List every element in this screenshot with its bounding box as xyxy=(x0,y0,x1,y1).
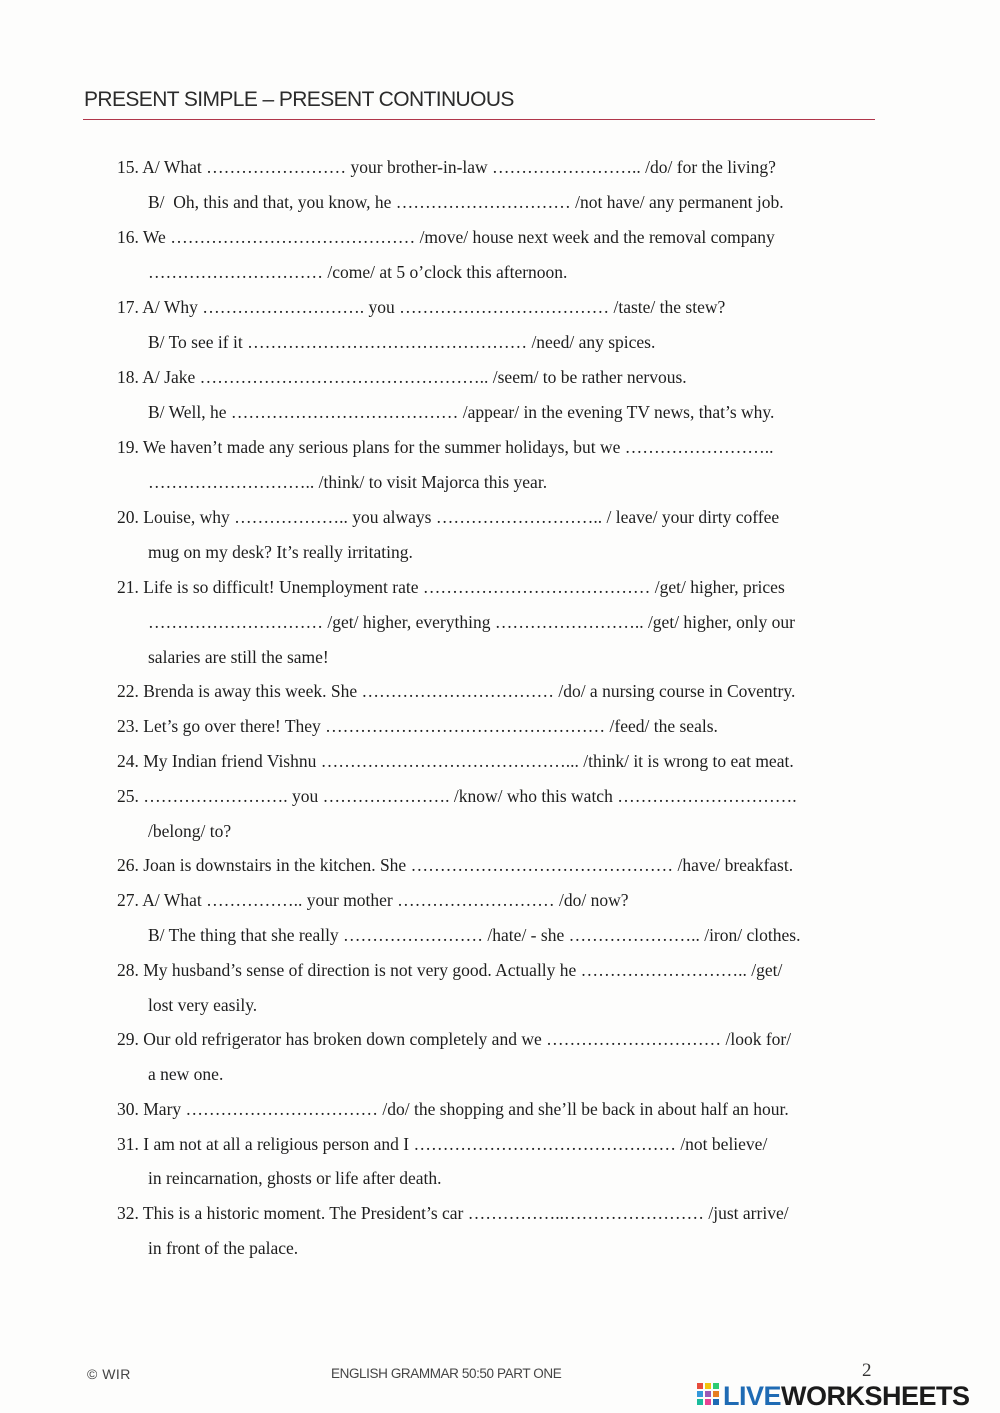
book-title: ENGLISH GRAMMAR 50:50 PART ONE xyxy=(331,1366,562,1381)
exercise-line: 32. This is a historic moment. The President’s car ……………..…………………… /just arrive/ xyxy=(117,1203,789,1223)
liveworksheets-logo[interactable] xyxy=(697,1381,995,1413)
exercise-line: lost very easily. xyxy=(148,995,258,1015)
exercise-line: 22. Brenda is away this week. She …………………………… /do/ a nursing course in Coventry. xyxy=(117,681,796,701)
copyright-text: © WIR xyxy=(87,1366,131,1382)
exercise-line: B/ The thing that she really …………………… /hate/ - she ………………….. /iron/ clothes. xyxy=(148,925,801,945)
title-underline xyxy=(83,119,875,120)
exercise-line: 25. ……………………. you …………………. /know/ who this watch …………………………. xyxy=(117,786,797,806)
exercise-line: 18. A/ Jake ………………………………………….. /seem/ to be rather nervous. xyxy=(117,367,687,387)
logo-wordmark xyxy=(723,1381,970,1412)
exercise-line: 20. Louise, why ……………….. you always ……………………….. / leave/ your dirty coffee xyxy=(117,507,780,527)
logo-text-live: LIVE xyxy=(723,1381,782,1411)
exercise-line: ………………………… /come/ at 5 o’clock this afternoon. xyxy=(148,262,568,282)
exercise-line: 23. Let’s go over there! They ………………………………………… /feed/ the seals. xyxy=(117,716,718,736)
exercise-line: B/ Well, he ………………………………… /appear/ in the evening TV news, that’s why. xyxy=(148,402,775,422)
logo-text-worksheets: WORKSHEETS xyxy=(781,1381,970,1411)
exercise-line: 19. We haven’t made any serious plans for the summer holidays, but we …………………….. xyxy=(117,437,774,457)
exercise-line: 24. My Indian friend Vishnu ……………………………………... /think/ it is wrong to eat meat. xyxy=(117,751,794,771)
exercise-line: 17. A/ Why ………………………. you ……………………………… /taste/ the stew? xyxy=(117,297,726,317)
exercise-line: 16. We …………………………………… /move/ house next week and the removal company xyxy=(117,227,775,247)
page-title: PRESENT SIMPLE – PRESENT CONTINUOUS xyxy=(84,88,514,111)
exercise-line: mug on my desk? It’s really irritating. xyxy=(148,542,413,562)
exercise-line: /belong/ to? xyxy=(148,821,232,841)
exercise-line: 21. Life is so difficult! Unemployment rate ………………………………… /get/ higher, prices xyxy=(117,577,785,597)
exercise-line: 26. Joan is downstairs in the kitchen. She ……………………………………… /have/ breakfast. xyxy=(117,855,794,875)
exercise-line: B/ To see if it ………………………………………… /need/ any spices. xyxy=(148,332,656,352)
exercise-line: 31. I am not at all a religious person and I ……………………………………… /not believe/ xyxy=(117,1134,768,1154)
exercise-line: 28. My husband’s sense of direction is not very good. Actually he ……………………….. /get/ xyxy=(117,960,783,980)
exercise-line: 30. Mary …………………………… /do/ the shopping and she’ll be back in about half an hour. xyxy=(117,1099,789,1119)
liveworksheets-logo-icon xyxy=(697,1383,719,1407)
exercise-line: a new one. xyxy=(148,1064,224,1084)
exercise-line: ……………………….. /think/ to visit Majorca this year. xyxy=(148,472,548,492)
exercise-line: in front of the palace. xyxy=(148,1238,299,1258)
exercise-line: 15. A/ What …………………… your brother-in-law …………………….. /do/ for the living? xyxy=(117,157,776,177)
exercise-line: ………………………… /get/ higher, everything …………………….. /get/ higher, only our xyxy=(148,612,795,632)
exercise-line: 29. Our old refrigerator has broken down completely and we ………………………… /look for/ xyxy=(117,1029,792,1049)
exercise-line: in reincarnation, ghosts or life after death. xyxy=(148,1168,442,1188)
exercise-line: salaries are still the same! xyxy=(148,647,329,667)
page-number: 2 xyxy=(862,1360,872,1381)
exercise-line: 27. A/ What …………….. your mother ……………………… /do/ now? xyxy=(117,890,629,910)
exercise-line: B/ Oh, this and that, you know, he ………………………… /not have/ any permanent job. xyxy=(148,192,784,212)
